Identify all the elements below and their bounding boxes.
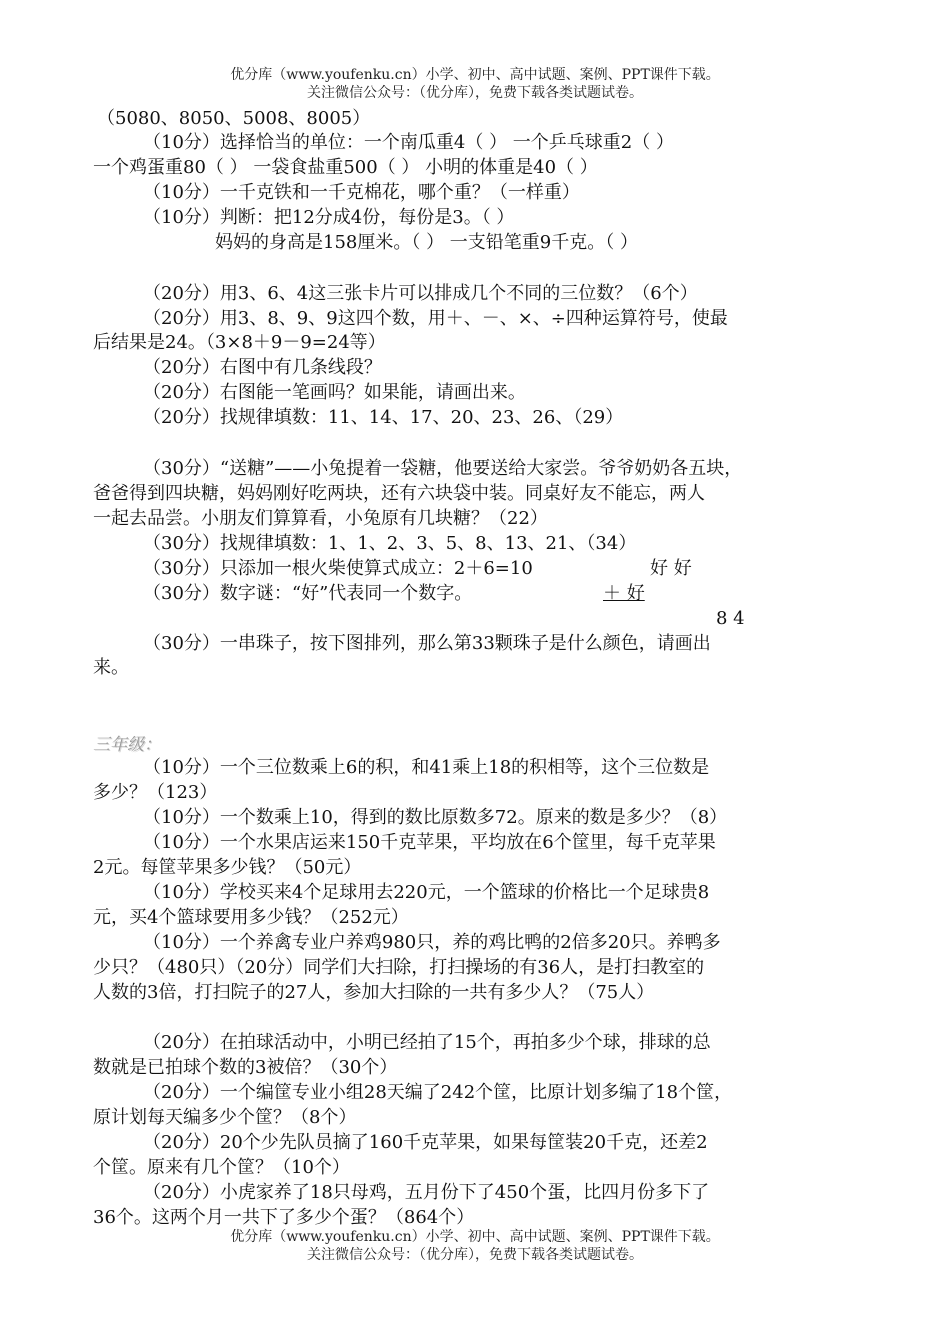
- header-line-2: 关注微信公众号：（优分库），免费下载各类试题试卷。: [307, 85, 643, 101]
- text-line: （30分）找规律填数：1、1、2、3、5、8、13、21、（34）: [143, 533, 637, 554]
- text-line: 个筐。原来有几个筐？（10个）: [93, 1157, 350, 1178]
- text-line: 后结果是24。（3×8＋9－9=24等）: [93, 332, 386, 353]
- text-line: 来。: [93, 657, 129, 678]
- text-line: （30分）数字谜：“好”代表同一个数字。: [143, 583, 473, 604]
- footer-line-2: 关注微信公众号：（优分库），免费下载各类试题试卷。: [307, 1247, 643, 1263]
- text-line: 多少？（123）: [93, 782, 218, 803]
- text-line: 元，买4个篮球要用多少钱？（252元）: [93, 907, 409, 928]
- text-line: （10分）学校买来4个足球用去220元，一个篮球的价格比一个足球贵8: [143, 882, 710, 903]
- text-line: （20分）右图能一笔画吗？如果能，请画出来。: [143, 382, 526, 403]
- section-title: 三年级：: [93, 735, 161, 755]
- text-line: （10分）一个三位数乘上6的积，和41乘上18的积相等，这个三位数是: [143, 757, 710, 778]
- footer-line-1: 优分库（www.youfenku.cn）小学、初中、高中试题、案例、PPT课件下载。: [230, 1229, 720, 1245]
- text-line: 一起去品尝。小朋友们算算看，小兔原有几块糖？（22）: [93, 508, 548, 529]
- text-line: （30分）“送糖”——小兔提着一袋糖，他要送给大家尝。爷爷奶奶各五块，: [143, 458, 743, 479]
- text-line: 一个鸡蛋重80（ ） 一袋食盐重500（ ） 小明的体重是40（ ）: [93, 157, 598, 178]
- text-line: （20分）右图中有几条线段？: [143, 357, 382, 378]
- text-line: （5080、8050、5008、8005）: [97, 108, 371, 129]
- text-line: 原计划每天编多少个筐？（8个）: [93, 1107, 357, 1128]
- text-line: （10分）一千克铁和一千克棉花，哪个重？（一样重）: [143, 182, 580, 203]
- text-line: 36个。这两个月一共下了多少个蛋？（864个）: [93, 1207, 475, 1228]
- text-line: （20分）小虎家养了18只母鸡，五月份下了450个蛋，比四月份多下了: [143, 1182, 710, 1203]
- text-line: （30分）只添加一根火柴使算式成立：2＋6=10: [143, 558, 533, 579]
- text-line: 妈妈的身高是158厘米。（ ） 一支铅笔重9千克。（ ）: [215, 232, 638, 253]
- text-line: 少只？（480只）（20分）同学们大扫除，打扫操场的有36人，是打扫教室的: [93, 957, 705, 978]
- puzzle-row-1: 好 好: [650, 558, 692, 579]
- text-line: 人数的3倍，打扫院子的27人，参加大扫除的一共有多少人？（75人）: [93, 982, 655, 1003]
- puzzle-row-2: ＋ 好: [603, 583, 645, 604]
- page-header: [0, 66, 950, 102]
- text-line: 数就是已拍球个数的3被倍？（30个）: [93, 1057, 398, 1078]
- text-line: （20分）一个编筐专业小组28天编了242个筐，比原计划多编了18个筐，: [143, 1082, 733, 1103]
- text-line: 爸爸得到四块糖，妈妈刚好吃两块，还有六块袋中装。同桌好友不能忘，两人: [93, 483, 705, 504]
- text-line: （10分）一个水果店运来150千克苹果，平均放在6个筐里，每千克苹果: [143, 832, 716, 853]
- text-line: （20分）用3、6、4这三张卡片可以排成几个不同的三位数？（6个）: [143, 283, 698, 304]
- text-line: （10分）判断：把12分成4份，每份是3。（ ）: [143, 207, 515, 228]
- text-line: （20分）在拍球活动中，小明已经拍了15个，再拍多少个球，排球的总: [143, 1032, 711, 1053]
- text-line: （20分）用3、8、9、9这四个数，用＋、－、×、÷四种运算符号，使最: [143, 308, 728, 329]
- text-line: （10分）选择恰当的单位：一个南瓜重4（ ） 一个乒乓球重2（ ）: [143, 132, 674, 153]
- header-line-1: 优分库（www.youfenku.cn）小学、初中、高中试题、案例、PPT课件下载。: [230, 67, 720, 83]
- page-footer: [0, 1228, 950, 1264]
- text-line: （10分）一个养禽专业户养鸡980只，养的鸡比鸭的2倍多20只。养鸭多: [143, 932, 721, 953]
- text-line: 2元。每筐苹果多少钱？（50元）: [93, 857, 362, 878]
- text-line: （20分）20个少先队员摘了160千克苹果，如果每筐装20千克，还差2: [143, 1132, 708, 1153]
- text-line: （30分）一串珠子，按下图排列，那么第33颗珠子是什么颜色，请画出: [143, 633, 711, 654]
- text-line: （20分）找规律填数：11、14、17、20、23、26、（29）: [143, 407, 624, 428]
- puzzle-row-3: 8 4: [716, 608, 745, 629]
- text-line: （10分）一个数乘上10，得到的数比原数多72。原来的数是多少？（8）: [143, 807, 728, 828]
